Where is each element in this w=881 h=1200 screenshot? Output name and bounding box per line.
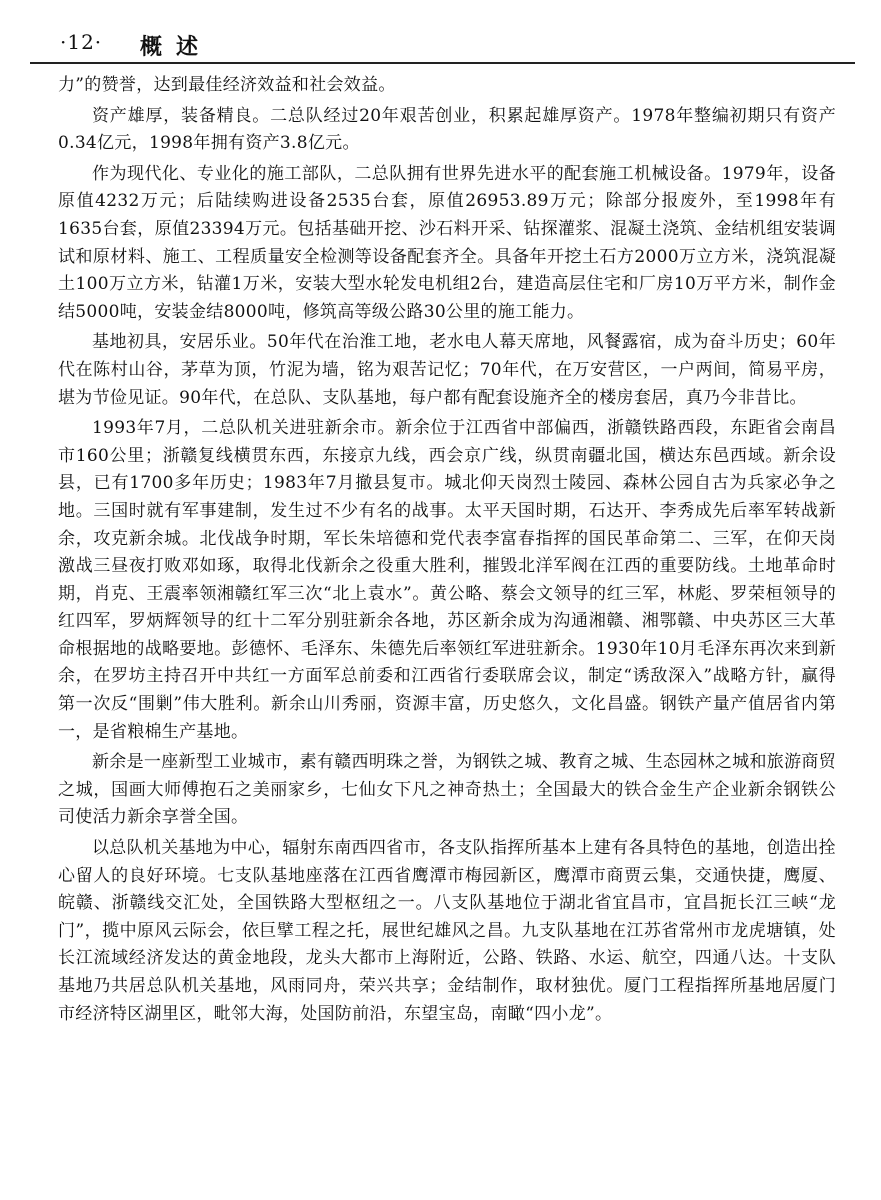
paragraph-assets: 资产雄厚，装备精良。二总队经过20年艰苦创业，积累起雄厚资产。1978年整编初期只有资产0.34亿元，1998年拥有资产3.8亿元。 — [58, 105, 836, 154]
page-header — [30, 30, 851, 62]
paragraph-xinyu-city: 新余是一座新型工业城市，素有赣西明珠之誉，为钢铁之城、教育之城、生态园林之城和旅游商贸之城，国画大师傅抱石之美丽家乡，七仙女下凡之神奇热土；全国最大的铁合金生产企业新余钢铁公司使活力新余享誉全国。 — [58, 752, 836, 828]
body-text — [58, 72, 836, 1031]
paragraph-detachment-bases: 以总队机关基地为中心，辐射东南西四省市，各支队指挥所基本上建有各具特色的基地，创造出拴心留人的良好环境。七支队基地座落在江西省鹰潭市梅园新区，鹰潭市商贾云集，交通快捷，鹰厦、皖赣、浙赣线交汇处，全国铁路大型枢纽之一。八支队基地位于湖北省宜昌市，宜昌扼长江三峡“龙门”，揽中原风云际会，依巨擘工程之托，展世纪雄风之昌。九支队基地在江苏省常州市龙虎塘镇，处长江流域经济发达的黄金地段，龙头大都市上海附近，公路、铁路、水运、航空，四通八达。十支队基地乃共居总队机关基地，风雨同舟，荣兴共享；金结制作，取材独优。厦门工程指挥所基地居厦门市经济特区湖里区，毗邻大海，处国防前沿，东望宝岛，南瞰“四小龙”。 — [58, 838, 836, 1024]
section-title: 概述 — [140, 34, 213, 60]
paragraph-base-housing: 基地初具，安居乐业。50年代在治淮工地，老水电人幕天席地，风餐露宿，成为奋斗历史；60年代在陈村山谷，茅草为顶，竹泥为墙，铭为艰苦记忆；70年代，在万安营区，一户两间，简易平房，堪为节俭见证。90年代，在总队、支队基地，每户都有配套设施齐全的楼房套居，真乃今非昔比。 — [58, 332, 836, 408]
paragraph-xinyu-history: 1993年7月，二总队机关进驻新余市。新余位于江西省中部偏西，浙赣铁路西段，东距省会南昌市160公里；浙赣复线横贯东西，东接京九线，西会京广线，纵贯南疆北国，横达东邑西域。新余设县，已有1700多年历史；1983年7月撤县复市。城北仰天岗烈士陵园、森林公园自古为兵家必争之地。三国时就有军事建制，发生过不少有名的战事。太平天国时期，石达开、李秀成先后率军转战新余，攻克新余城。北伐战争时期，军长朱培德和党代表李富春指挥的国民革命第二、三军，在仰天岗激战三昼夜打败邓如琢，取得北伐新余之役重大胜利，摧毁北洋军阀在江西的重要防线。土地革命时期，肖克、王震率领湘赣红军三次“北上袁水”。黄公略、蔡会文领导的红三军，林彪、罗荣桓领导的红四军，罗炳辉领导的红十二军分别驻新余各地，苏区新余成为沟通湘赣、湘鄂赣、中央苏区三大革命根据地的战略要地。彭德怀、毛泽东、朱德先后率领红军进驻新余。1930年10月毛泽东再次来到新余，在罗坊主持召开中共红一方面军总前委和江西省行委联席会议，制定“诱敌深入”战略方针，赢得第一次反“围剿”伟大胜利。新余山川秀丽，资源丰富，历史悠久，文化昌盛。钢铁产量产值居省内第一，是省粮棉生产基地。 — [58, 418, 836, 742]
header-rule — [30, 62, 855, 64]
page-number: ·12· — [60, 30, 103, 54]
paragraph-equipment: 作为现代化、专业化的施工部队，二总队拥有世界先进水平的配套施工机械设备。1979年，设备原值4232万元；后陆续购进设备2535台套，原值26953.89万元；除部分报废外，至1998年有1635台套，原值23394万元。包括基础开挖、沙石料开采、钻探灌浆、混凝土浇筑、金结机组安装调试和原材料、施工、工程质量安全检测等设备配套齐全。具备年开挖土石方2000万立方米，浇筑混凝土100万立方米，钻灌1万米，安装大型水轮发电机组2台，建造高层住宅和厂房10万平方米，制作金结5000吨，安装金结8000吨，修筑高等级公路30公里的施工能力。 — [58, 163, 836, 322]
paragraph-continuation: 力”的赞誉，达到最佳经济效益和社会效益。 — [58, 75, 396, 95]
